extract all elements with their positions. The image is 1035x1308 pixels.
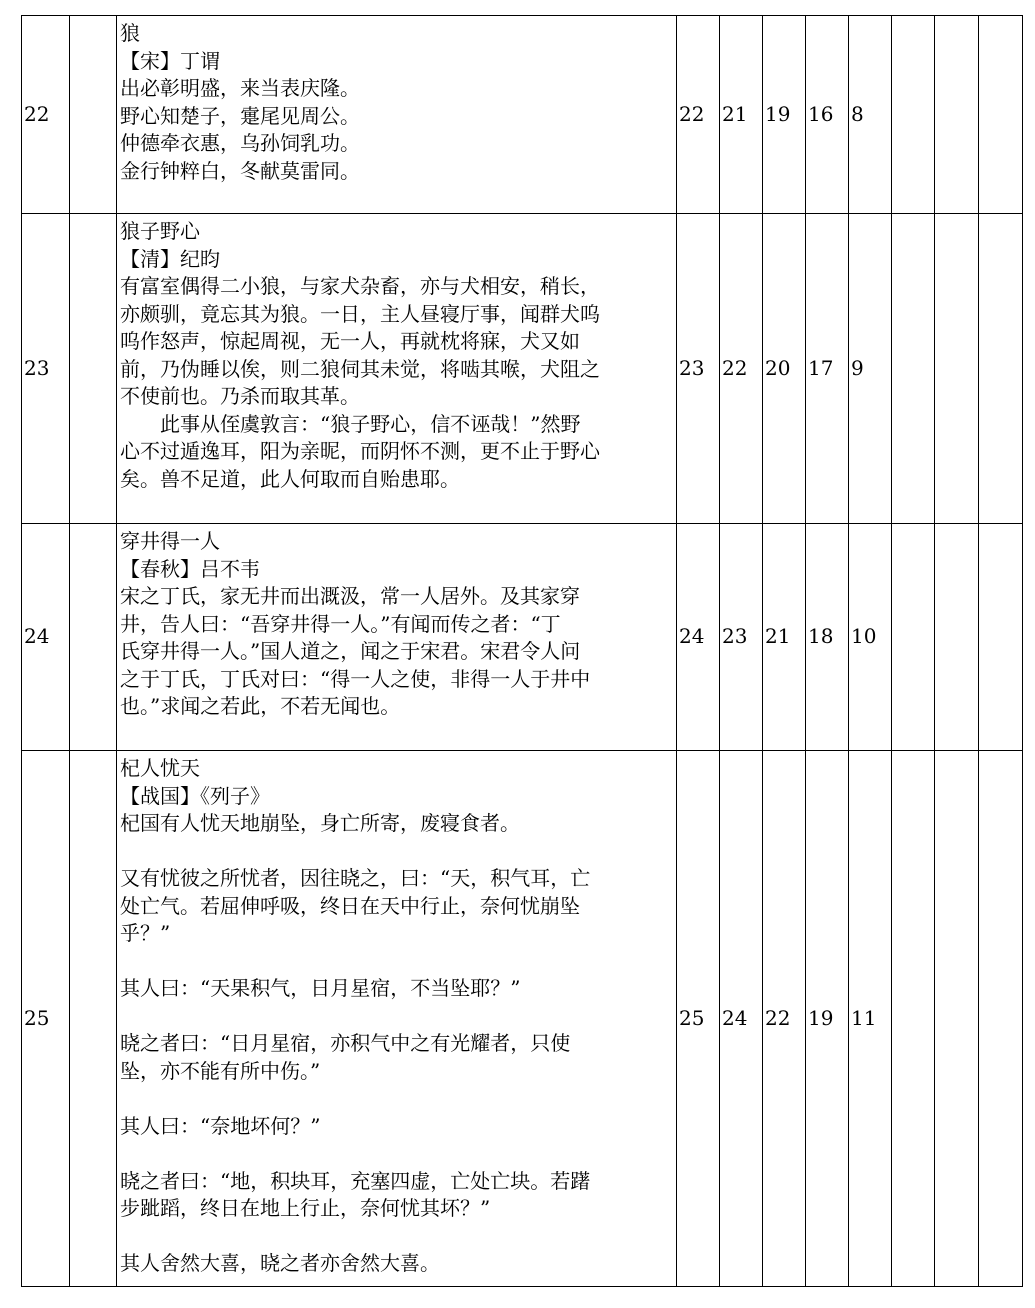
text-cell xyxy=(117,214,677,524)
num-cell: 24 xyxy=(677,524,720,751)
text-line: 此事从侄虞敦言：“狼子野心，信不诬哉！”然野 xyxy=(120,411,581,436)
text-line: 有富室偶得二小狼，与家犬杂畜，亦与犬相安，稍长， xyxy=(120,274,600,298)
num-cell: 21 xyxy=(720,16,763,214)
row-id: 25 xyxy=(22,751,70,1287)
text-line: 不使前也。乃杀而取其革。 xyxy=(120,384,360,408)
num-cell: 9 xyxy=(849,214,892,524)
text-line xyxy=(120,1140,674,1168)
num-cell: 19 xyxy=(806,751,849,1287)
text-line: 野心知楚子，疐尾见周公。 xyxy=(120,103,360,128)
text-cell xyxy=(117,16,677,214)
text-line: 金行钟粹白，冬献莫雷同。 xyxy=(120,158,360,183)
text-line: 之于丁氏，丁氏对曰：“得一人之使，非得一人于井中 xyxy=(120,666,591,691)
empty-cell xyxy=(935,16,979,214)
empty-cell xyxy=(70,751,117,1287)
num-cell: 24 xyxy=(720,751,763,1287)
empty-cell xyxy=(935,751,979,1287)
text-title: 狼子野心 xyxy=(120,219,200,243)
row-id: 22 xyxy=(22,16,70,214)
text-line: 处亡气。若屈伸呼吸，终日在天中行止，奈何忧崩坠 xyxy=(120,893,580,918)
text-line: 乎？” xyxy=(120,921,171,945)
num-cell: 22 xyxy=(677,16,720,214)
text-line xyxy=(120,838,674,866)
num-cell: 23 xyxy=(720,524,763,751)
text-line: 杞国有人忧天地崩坠，身亡所寄，废寝食者。 xyxy=(120,811,520,835)
text-line: 矣。兽不足道，此人何取而自贻患耶。 xyxy=(120,466,460,491)
table-row xyxy=(22,16,1023,214)
text-author: 【宋】丁谓 xyxy=(120,48,220,73)
table-row xyxy=(22,751,1023,1287)
row-id: 24 xyxy=(22,524,70,751)
text-line: 出必彰明盛，来当表庆隆。 xyxy=(120,76,360,100)
text-line: 呜作怒声，惊起周视，无一人，再就枕将寐，犬又如 xyxy=(120,329,580,353)
text-line: 氏穿井得一人。”国人道之，闻之于宋君。宋君令人问 xyxy=(120,639,581,663)
num-cell: 23 xyxy=(677,214,720,524)
table-row xyxy=(22,524,1023,751)
text-line xyxy=(120,1085,674,1113)
num-cell: 8 xyxy=(849,16,892,214)
text-line: 井，告人曰：“吾穿井得一人。”有闻而传之者：“丁 xyxy=(120,611,561,636)
empty-cell xyxy=(70,214,117,524)
num-cell: 22 xyxy=(763,751,806,1287)
table-row xyxy=(22,214,1023,524)
row-id: 23 xyxy=(22,214,70,524)
text-line: 步跐蹈，终日在地上行止，奈何忧其坏？” xyxy=(120,1196,491,1220)
text-line: 晓之者曰：“地，积块耳，充塞四虚，亡处亡块。若躇 xyxy=(120,1168,591,1193)
poem-index-table xyxy=(21,15,1023,1287)
empty-cell xyxy=(979,214,1023,524)
text-line: 晓之者曰：“日月星宿，亦积气中之有光耀者，只使 xyxy=(120,1031,571,1055)
num-cell: 25 xyxy=(677,751,720,1287)
text-title: 穿井得一人 xyxy=(120,529,220,553)
text-title: 杞人忧天 xyxy=(120,756,200,780)
num-cell: 18 xyxy=(806,524,849,751)
text-line xyxy=(120,948,674,976)
text-line: 又有忧彼之所忧者，因往晓之，曰：“天，积气耳，亡 xyxy=(120,866,591,890)
text-title: 狼 xyxy=(120,21,140,45)
text-line: 其人舍然大喜，晓之者亦舍然大喜。 xyxy=(120,1251,440,1275)
text-line: 其人曰：“奈地坏何？” xyxy=(120,1113,321,1138)
num-cell: 16 xyxy=(806,16,849,214)
num-cell: 10 xyxy=(849,524,892,751)
num-cell: 11 xyxy=(849,751,892,1287)
text-line: 前，乃伪睡以俟，则二狼伺其未觉，将啮其喉，犬阻之 xyxy=(120,356,600,381)
text-cell xyxy=(117,524,677,751)
num-cell: 21 xyxy=(763,524,806,751)
text-author: 【战国】《列子》 xyxy=(120,783,270,808)
text-line: 坠，亦不能有所中伤。” xyxy=(120,1058,321,1083)
text-line: 仲德牵衣惠，乌孙饲乳功。 xyxy=(120,131,360,155)
text-line: 亦颇驯，竟忘其为狼。一日，主人昼寝厅事，闻群犬呜 xyxy=(120,301,600,326)
text-line xyxy=(120,1223,674,1251)
num-cell: 22 xyxy=(720,214,763,524)
text-line: 宋之丁氏，家无井而出溉汲，常一人居外。及其家穿 xyxy=(120,584,580,608)
empty-cell xyxy=(935,524,979,751)
text-cell xyxy=(117,751,677,1287)
empty-cell xyxy=(979,751,1023,1287)
text-line: 其人曰：“天果积气，日月星宿，不当坠耶？” xyxy=(120,976,521,1000)
empty-cell xyxy=(935,214,979,524)
empty-cell xyxy=(892,751,935,1287)
text-line xyxy=(120,1003,674,1031)
empty-cell xyxy=(979,16,1023,214)
empty-cell xyxy=(70,16,117,214)
empty-cell xyxy=(892,214,935,524)
empty-cell xyxy=(892,524,935,751)
text-author: 【春秋】吕不韦 xyxy=(120,556,260,581)
empty-cell xyxy=(892,16,935,214)
text-line: 也。”求闻之若此，不若无闻也。 xyxy=(120,694,401,718)
text-author: 【清】纪昀 xyxy=(120,246,220,271)
text-line: 心不过遁逸耳，阳为亲昵，而阴怀不测，更不止于野心 xyxy=(120,439,600,463)
empty-cell xyxy=(979,524,1023,751)
num-cell: 20 xyxy=(763,214,806,524)
empty-cell xyxy=(70,524,117,751)
num-cell: 17 xyxy=(806,214,849,524)
num-cell: 19 xyxy=(763,16,806,214)
